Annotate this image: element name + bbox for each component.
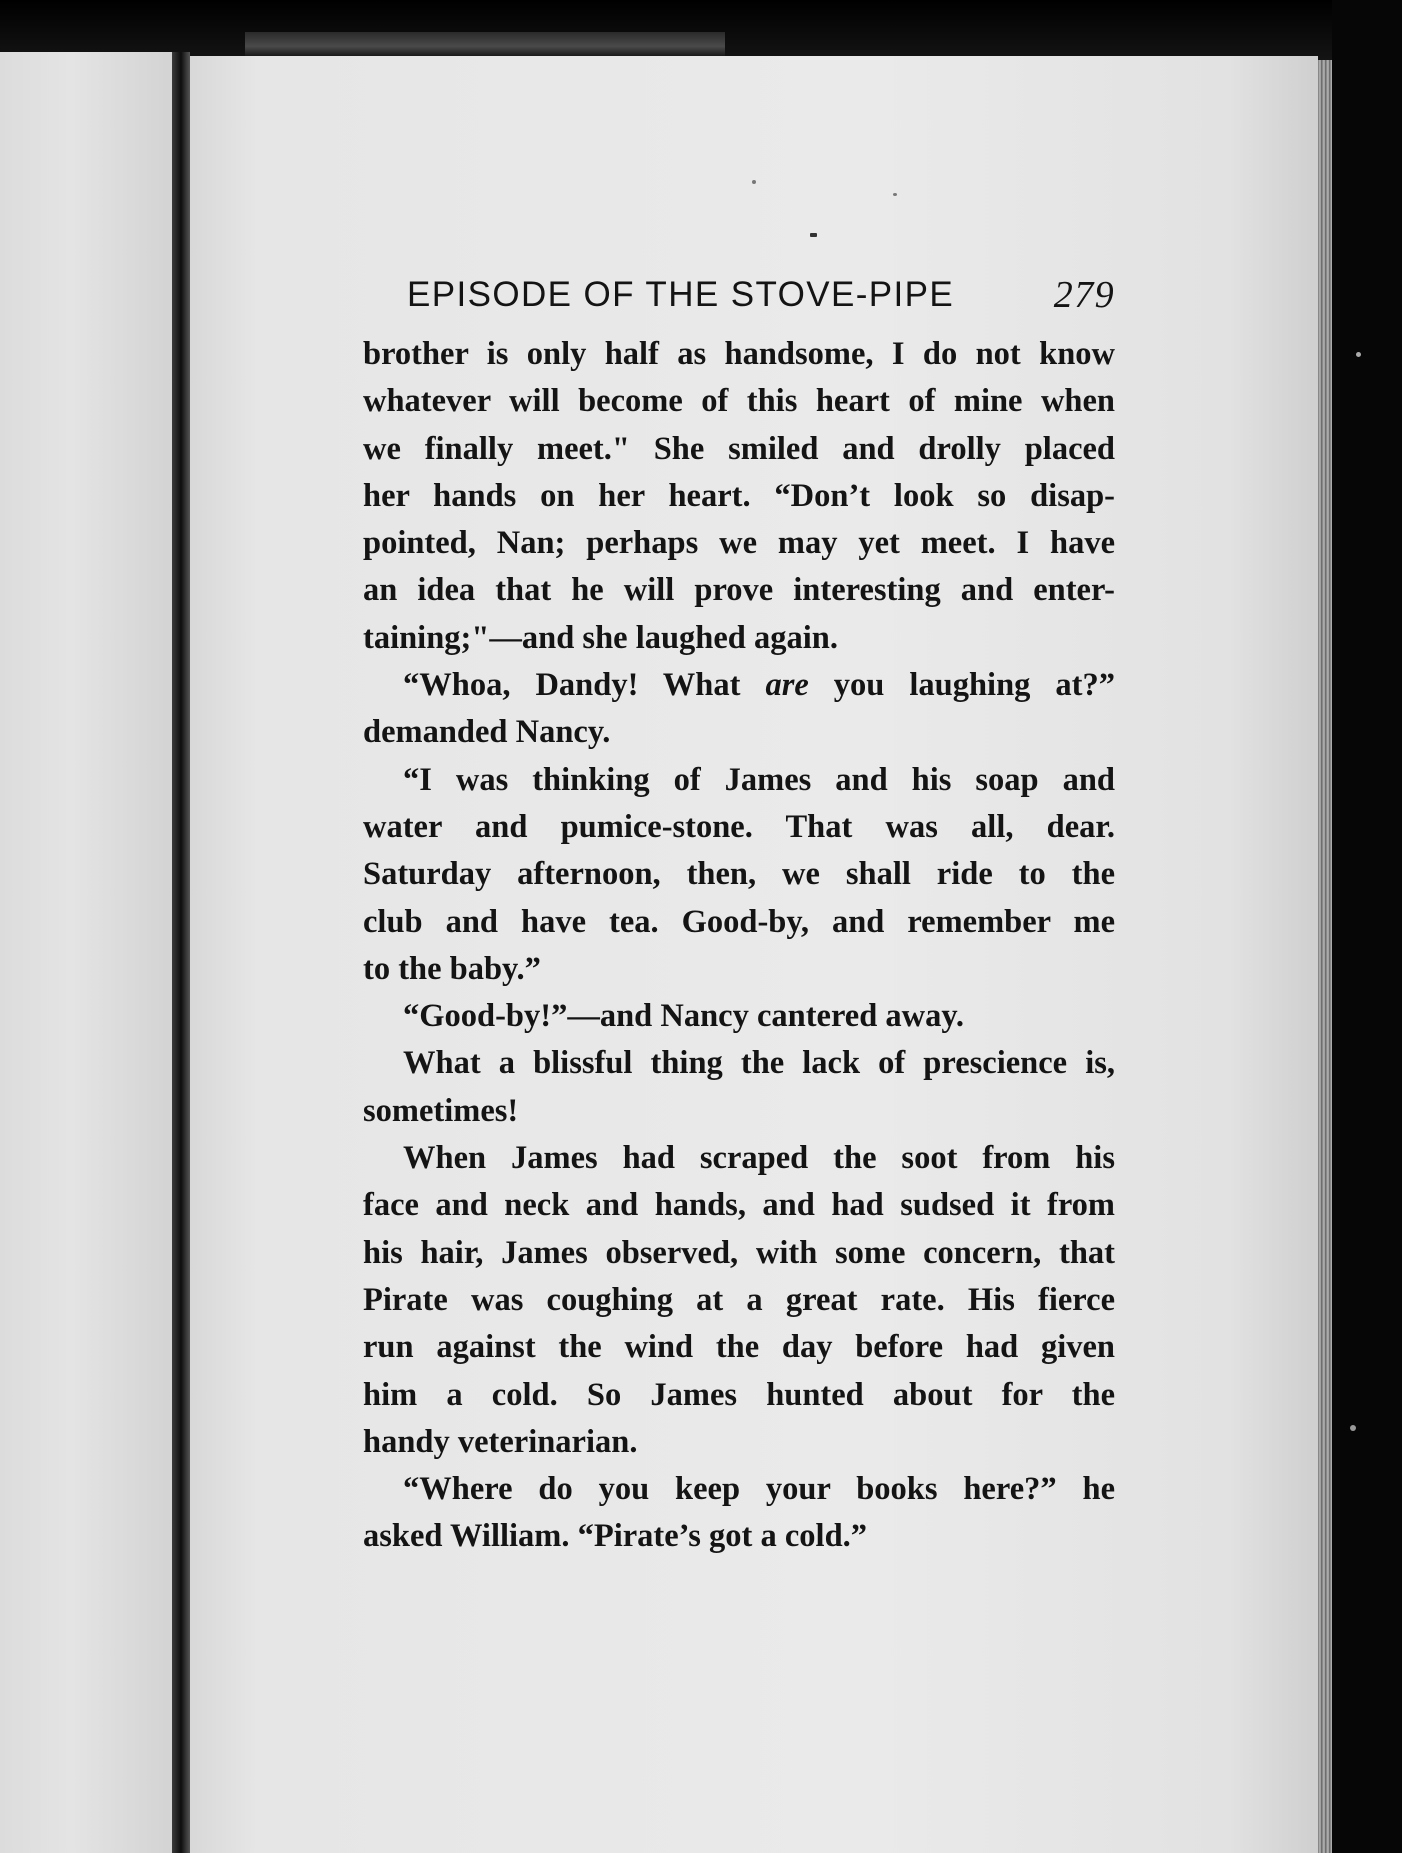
speck (752, 180, 756, 184)
text-line: we finally meet." She smiled and drolly placed (363, 430, 1115, 467)
text-line: Pirate was coughing at a great rate. His fierce (363, 1281, 1115, 1318)
text-span: you laughing at?” (808, 667, 1115, 704)
text-line: water and pumice-stone. That was all, dear. (363, 808, 1115, 845)
text-line: handy veterinarian. (363, 1423, 638, 1460)
text-span: “Whoa, Dandy! What (403, 667, 766, 704)
text-line: When James had scraped the soot from his (403, 1140, 1115, 1177)
running-head (363, 267, 1115, 325)
text-line: him a cold. So James hunted about for the (363, 1376, 1115, 1413)
speck (1356, 352, 1361, 357)
page-edge (1318, 60, 1332, 1853)
text-line: demanded Nancy. (363, 714, 611, 751)
speck (893, 193, 897, 196)
right-border (1332, 0, 1402, 1853)
text-line: his hair, James observed, with some concern, that (363, 1234, 1115, 1271)
text-line: “Where do you keep your books here?” he (403, 1471, 1115, 1508)
text-line: an idea that he will prove interesting and enter- (363, 572, 1115, 609)
emphasis-word: are (765, 667, 809, 704)
text-line: to the baby.” (363, 950, 541, 987)
page-number: 279 (1053, 274, 1115, 316)
left-page-leaf (0, 52, 178, 1853)
speck (810, 233, 817, 237)
text-line: her hands on her heart. “Don’t look so disap- (363, 477, 1115, 514)
text-line-emphasis (363, 662, 1115, 709)
text-line: sometimes! (363, 1092, 519, 1129)
text-line: Saturday afternoon, then, we shall ride to the (363, 856, 1115, 893)
top-streak (245, 32, 725, 56)
text-line: run against the wind the day before had given (363, 1329, 1115, 1366)
text-line: What a blissful thing the lack of prescience is, (403, 1045, 1115, 1082)
text-line: taining;"—and she laughed again. (363, 619, 838, 656)
text-line: brother is only half as handsome, I do not know (363, 336, 1115, 372)
book-gutter (172, 52, 190, 1853)
text-line: face and neck and hands, and had sudsed it from (363, 1187, 1115, 1224)
speck (1350, 1425, 1356, 1431)
text-line: whatever will become of this heart of mine when (363, 383, 1115, 420)
running-title: EPISODE OF THE STOVE-PIPE (407, 275, 955, 314)
text-line: “Good-by!”—and Nancy cantered away. (403, 998, 964, 1035)
text-line: club and have tea. Good-by, and remember me (363, 903, 1115, 940)
text-line: “I was thinking of James and his soap and (403, 761, 1115, 798)
page-text (363, 267, 1115, 1561)
text-line: asked William. “Pirate’s got a cold.” (363, 1518, 868, 1555)
text-line: pointed, Nan; perhaps we may yet meet. I have (363, 525, 1115, 562)
